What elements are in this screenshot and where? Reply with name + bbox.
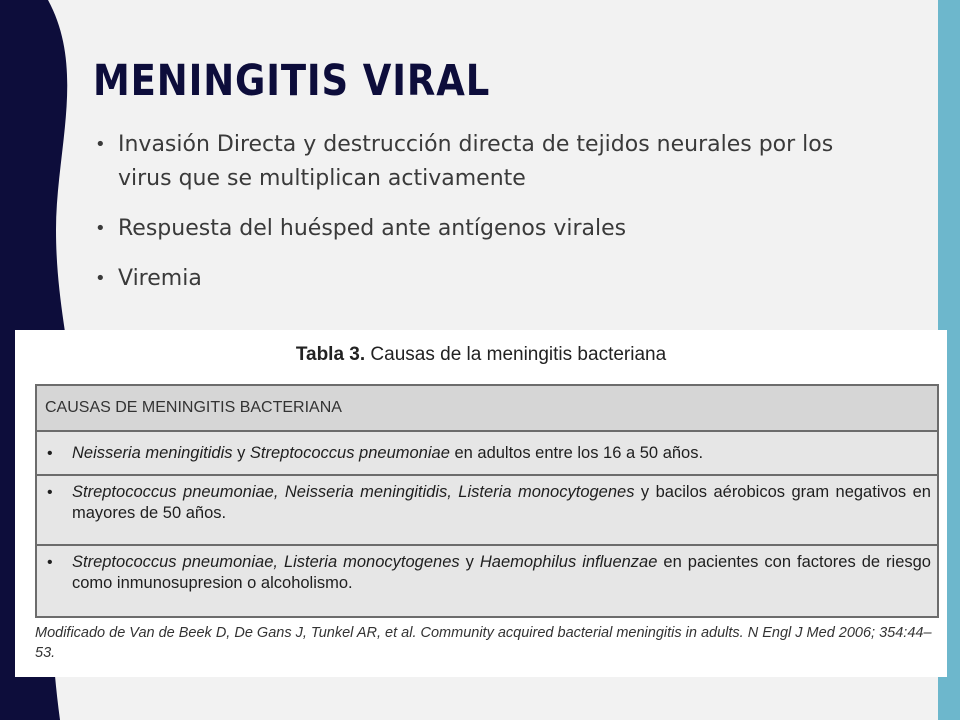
row-bullet: • (47, 484, 53, 501)
organism-name: Streptococcus pneumoniae (249, 443, 450, 462)
row-text-plain: en pacientes con factores de riesgo como inmunosupresion o alcoholismo. (72, 553, 931, 592)
bullet-text: Viremia (118, 266, 202, 291)
bullet-text: Invasión Directa y destrucción directa de tejidos neurales por los virus que se multiplican activamente (118, 132, 834, 191)
row-bullet: • (47, 554, 53, 571)
bullet-dot-icon: • (95, 134, 106, 155)
table-footnote: Modificado de Van de Beek D, De Gans J, Tunkel AR, et al. Community acquired bacterial meningitis in adults. N Engl J Med 2006; 354:44–53. (35, 625, 932, 661)
bullet-item (95, 128, 885, 196)
table-caption-text: Causas de la meningitis bacteriana (365, 344, 667, 365)
organism-name: Streptococcus pneumoniae, Neisseria meningitidis, Listeria monocytogenes (72, 483, 635, 501)
table-caption (15, 344, 947, 366)
row-text-plain: en adultos entre los 16 a 50 años. (449, 443, 704, 462)
organism-name: Haemophilus influenzae (479, 553, 658, 571)
bullet-text: Respuesta del huésped ante antígenos virales (118, 216, 627, 241)
organism-name: Streptococcus pneumoniae, Listeria monocytogenes (72, 553, 460, 571)
table-row (37, 476, 937, 546)
organism-name: Neisseria meningitidis (72, 443, 233, 462)
table-row (37, 432, 937, 476)
table-figure (15, 330, 947, 677)
row-text (72, 482, 931, 524)
bullet-item (95, 262, 885, 296)
slide-title: MENINGITIS VIRAL (93, 56, 491, 106)
causes-table (35, 384, 939, 618)
bullet-dot-icon: • (95, 218, 106, 239)
table-row (37, 546, 937, 616)
row-text-plain: y bacilos aérobicos gram negativos en mayores de 50 años. (72, 483, 931, 522)
row-text (72, 443, 931, 464)
table-header: CAUSAS DE MENINGITIS BACTERIANA (37, 386, 937, 432)
row-text-plain: y (459, 553, 480, 571)
bullet-item (95, 212, 885, 246)
row-text (72, 552, 931, 594)
table-caption-number: Tabla 3. (295, 344, 366, 365)
row-text-plain: y (232, 443, 250, 462)
row-bullet: • (47, 444, 53, 462)
bullet-list (95, 128, 885, 312)
bullet-dot-icon: • (95, 268, 106, 289)
